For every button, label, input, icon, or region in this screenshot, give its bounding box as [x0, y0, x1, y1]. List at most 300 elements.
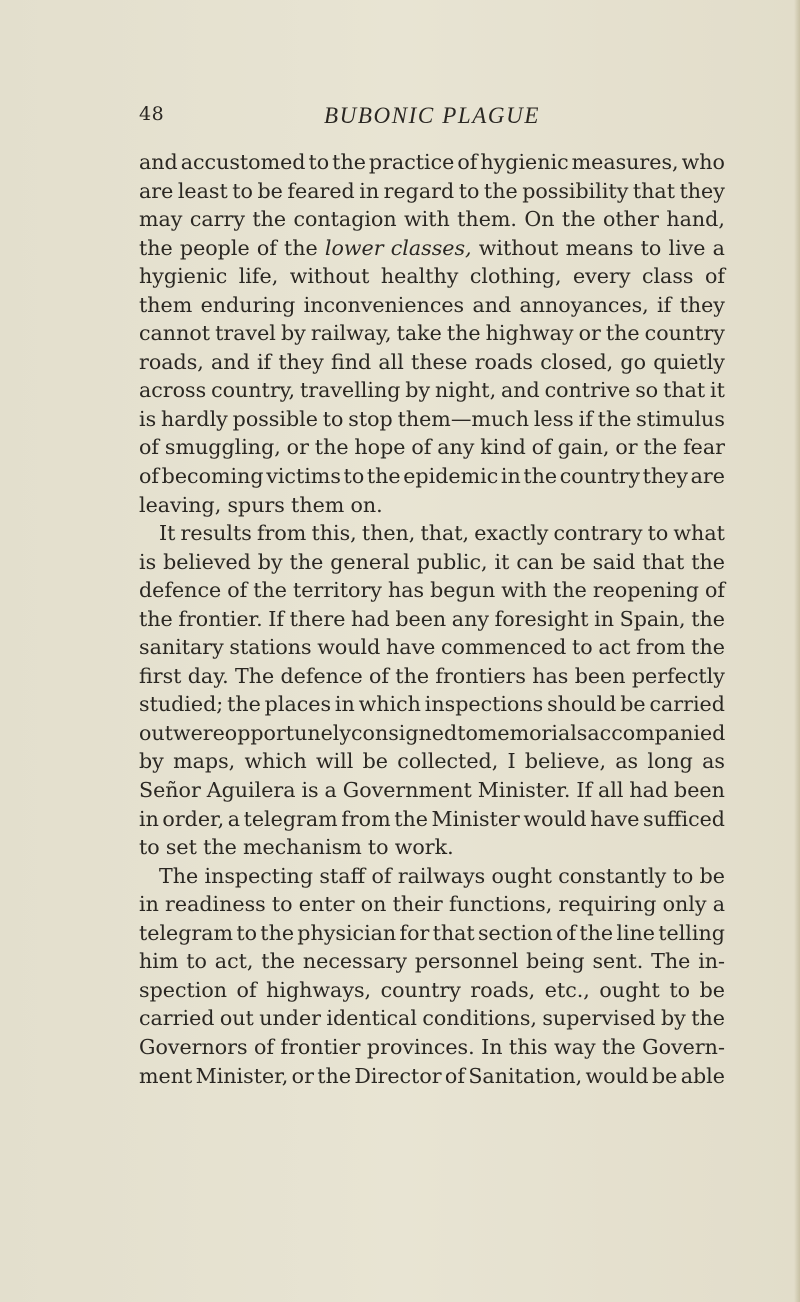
word: Señor [139, 778, 201, 803]
word: sufficed [643, 806, 725, 831]
word: is [301, 778, 319, 803]
word: carried [649, 692, 725, 717]
word: had [351, 606, 390, 631]
word: is [139, 406, 157, 431]
word: these [411, 349, 468, 374]
word: should [547, 692, 617, 717]
word: who [681, 150, 725, 174]
word: if [657, 292, 672, 317]
text-line [139, 462, 725, 491]
word: enduring [200, 292, 296, 317]
word: them [139, 292, 193, 317]
word: to [647, 521, 669, 546]
word: to [367, 835, 389, 860]
word: has [387, 578, 425, 603]
word: to [343, 464, 365, 489]
word: has [532, 663, 569, 688]
word: country, [211, 378, 296, 403]
word: functions, [448, 892, 553, 917]
text-line [139, 291, 725, 320]
word: possible [232, 406, 318, 431]
word: highways, [266, 977, 372, 1002]
word: roads [474, 349, 533, 374]
word: be [699, 977, 725, 1002]
word: with [501, 578, 548, 603]
word: their [392, 892, 443, 917]
word: becoming [161, 464, 264, 489]
word: to [271, 892, 293, 917]
word: accustomed [180, 150, 306, 174]
word: country [644, 321, 725, 346]
word: that [663, 378, 706, 403]
word: lower [324, 235, 384, 260]
word: Minister [431, 806, 520, 831]
word: The [234, 663, 275, 688]
word: places [264, 692, 332, 717]
word: or [615, 435, 638, 460]
word: measures, [571, 150, 679, 174]
text-line [139, 605, 725, 634]
word: been [395, 606, 447, 631]
word: foresight [494, 606, 589, 631]
word: day. [187, 663, 229, 688]
word: across [139, 378, 207, 403]
word: any [451, 606, 489, 631]
word: frontiers [435, 663, 526, 688]
word: a [324, 778, 337, 803]
word: possibility [522, 178, 629, 203]
word: highway [485, 321, 574, 346]
word: in [359, 178, 380, 203]
word: act, [214, 949, 254, 974]
word: what [673, 521, 725, 546]
text-line [139, 747, 725, 776]
word: order, [162, 806, 225, 831]
word: Sanitation, [468, 1063, 583, 1088]
word: from [256, 521, 307, 546]
word: on. [350, 492, 383, 517]
word: contagion [293, 207, 397, 232]
word: If [576, 778, 593, 803]
word: telling [658, 920, 725, 945]
word: would [317, 635, 381, 660]
word: without [289, 264, 370, 289]
word: regard [383, 178, 455, 203]
word: the [253, 578, 287, 603]
word: of [368, 663, 389, 688]
word: ment [139, 1063, 193, 1088]
word: that [642, 549, 685, 574]
word: be [651, 1063, 678, 1088]
text-line [139, 833, 725, 862]
word: find [330, 349, 372, 374]
word: to [672, 863, 694, 888]
word: kind [480, 435, 526, 460]
word: sent. [592, 949, 644, 974]
word: or [286, 435, 309, 460]
word: the [366, 464, 401, 489]
word: in- [698, 949, 725, 974]
running-title: BUBONIC PLAGUE [324, 103, 540, 128]
word: studied; [139, 692, 224, 717]
word: have [590, 806, 640, 831]
page-header [139, 101, 725, 135]
word: to [640, 235, 662, 260]
word: clothing, [469, 264, 562, 289]
word: in [594, 606, 614, 631]
word: the [284, 235, 318, 260]
word: by [405, 378, 431, 403]
word: of [371, 863, 392, 888]
word: that [432, 920, 475, 945]
word: healthy [380, 264, 459, 289]
word: night, [435, 378, 497, 403]
word: had [629, 778, 669, 803]
word: to [457, 720, 478, 745]
word: victims [266, 464, 341, 489]
page-edge-shadow [794, 0, 800, 1302]
word: stimulus [636, 406, 725, 431]
word: public, [416, 549, 488, 574]
text-line [139, 690, 725, 719]
word: the [602, 1034, 636, 1059]
word: classes, [390, 235, 472, 260]
word: constantly [558, 863, 667, 888]
text-line [139, 262, 725, 291]
word: and [501, 378, 540, 403]
word: telegram [243, 806, 338, 831]
word: Director [354, 1063, 442, 1088]
word: the [691, 606, 725, 631]
word: this, [311, 521, 357, 546]
word: inspecting [204, 863, 314, 888]
word: on [360, 892, 387, 917]
text-line [139, 719, 725, 748]
word: as [702, 749, 725, 774]
word: in [334, 692, 355, 717]
word: there [289, 606, 346, 631]
word: fear [683, 435, 725, 460]
word: other [602, 207, 659, 232]
word: work. [394, 835, 454, 860]
word: to [572, 635, 593, 660]
text-line [139, 976, 725, 1005]
word: are [690, 464, 725, 489]
word: the [139, 235, 173, 260]
word: the [483, 178, 518, 203]
word: they [679, 292, 725, 317]
word: any [437, 435, 475, 460]
word: defence [139, 578, 222, 603]
word: will [315, 749, 354, 774]
word: the [691, 549, 725, 574]
word: a [712, 235, 725, 260]
text-line [139, 205, 725, 234]
word: said [592, 549, 636, 574]
word: necessary [302, 949, 407, 974]
word: to [308, 150, 330, 174]
word: hope [354, 435, 406, 460]
word: class [641, 264, 694, 289]
word: the [314, 435, 349, 460]
word: it [710, 378, 725, 403]
word: the [252, 207, 287, 232]
word: this [508, 1034, 548, 1059]
word: The [159, 863, 199, 888]
word: they [679, 178, 725, 203]
text-line [139, 662, 725, 691]
word: the [395, 663, 430, 688]
word: railways [397, 863, 486, 888]
word: the [597, 406, 632, 431]
word: hygienic [480, 150, 569, 174]
word: from [341, 806, 391, 831]
word: by [139, 749, 164, 774]
text-line [139, 576, 725, 605]
word: gain, [557, 435, 610, 460]
word: In [481, 1034, 503, 1059]
text-line [139, 548, 725, 577]
word: to [669, 977, 691, 1002]
word: of [254, 1034, 275, 1059]
word: cannot [139, 321, 211, 346]
word: epidemic [403, 464, 499, 489]
word: of [531, 435, 552, 460]
word: the [643, 435, 678, 460]
word: spection [139, 977, 227, 1002]
word: the [561, 207, 596, 232]
word: of [457, 150, 478, 174]
word: believe, [524, 749, 607, 774]
text-line [139, 519, 725, 548]
word: carried [139, 1006, 215, 1031]
word: accompanied [587, 720, 726, 745]
word: if [256, 349, 272, 374]
word: the [605, 321, 640, 346]
word: closed, [540, 349, 614, 374]
word: people [179, 235, 250, 260]
word: leaving, [139, 492, 222, 517]
word: in [139, 806, 159, 831]
word: take [396, 321, 442, 346]
word: they [642, 464, 688, 489]
word: staff [319, 863, 366, 888]
word: of [236, 977, 257, 1002]
word: commenced [441, 635, 567, 660]
word: the [227, 692, 261, 717]
word: begun [430, 578, 496, 603]
word: feared [287, 178, 355, 203]
word: the [579, 920, 614, 945]
body-text [139, 148, 725, 1090]
word: be [362, 749, 388, 774]
word: be [257, 178, 283, 203]
word: been [674, 778, 725, 803]
word: being [526, 949, 585, 974]
word: long [647, 749, 693, 774]
word: way [554, 1034, 596, 1059]
word: the [446, 321, 481, 346]
word: to [322, 406, 344, 431]
word: annoyances, [519, 292, 649, 317]
word: travel [215, 321, 276, 346]
word: were [172, 720, 225, 745]
word: a [712, 892, 725, 917]
word: to [236, 920, 258, 945]
text-line [139, 433, 725, 462]
text-line [139, 319, 725, 348]
word: personnel [414, 949, 519, 974]
word: only [662, 892, 707, 917]
word: be [699, 863, 725, 888]
word: and [472, 292, 512, 317]
word: them—much [397, 406, 529, 431]
word: in [139, 892, 159, 917]
word: all [598, 778, 624, 803]
word: that [632, 178, 675, 203]
text-line [139, 376, 725, 405]
word: Minister. [477, 778, 571, 803]
word: is [139, 549, 157, 574]
word: that, [420, 521, 470, 546]
word: Aguilera [206, 778, 296, 803]
word: country [380, 977, 461, 1002]
word: results [180, 521, 252, 546]
word: enter [298, 892, 355, 917]
word: smuggling, [164, 435, 281, 460]
word: supervised [542, 1006, 656, 1031]
word: able [680, 1063, 725, 1088]
word: perfectly [631, 663, 725, 688]
word: which [358, 692, 421, 717]
word: been [574, 663, 626, 688]
word: the [289, 549, 324, 574]
word: for [399, 920, 430, 945]
word: stations [229, 635, 312, 660]
word: by [280, 321, 306, 346]
word: the [553, 578, 587, 603]
word: by [257, 549, 283, 574]
word: roads, [470, 977, 536, 1002]
word: collected, [397, 749, 499, 774]
word: roads, [139, 349, 204, 374]
text-line [139, 862, 725, 891]
word: defence [280, 663, 363, 688]
word: or [291, 1063, 314, 1088]
word: all [378, 349, 404, 374]
word: inconveniences [303, 292, 465, 317]
word: hand, [666, 207, 725, 232]
word: would [523, 806, 587, 831]
text-line [139, 1033, 725, 1062]
word: set [165, 835, 197, 860]
word: which [244, 749, 307, 774]
word: a [227, 806, 241, 831]
text-line [139, 1062, 725, 1091]
word: the [691, 635, 725, 660]
word: memorials [477, 720, 588, 745]
word: physician [297, 920, 397, 945]
text-line [139, 890, 725, 919]
text-line [139, 405, 725, 434]
word: of [704, 578, 725, 603]
word: of [704, 264, 725, 289]
word: have [385, 635, 436, 660]
word: requiring [558, 892, 657, 917]
word: they [278, 349, 324, 374]
word: inspections [424, 692, 544, 717]
word: If [268, 606, 285, 631]
word: believed [163, 549, 251, 574]
word: least [177, 178, 228, 203]
word: of [411, 435, 432, 460]
word: to [139, 835, 160, 860]
word: railway, [310, 321, 392, 346]
word: The [651, 949, 691, 974]
word: travelling [299, 378, 401, 403]
text-line [139, 919, 725, 948]
word: frontier [280, 1034, 361, 1059]
word: Govern- [642, 1034, 725, 1059]
word: the [203, 835, 237, 860]
word: I [507, 749, 516, 774]
word: readiness [165, 892, 266, 917]
word: it [494, 549, 510, 574]
word: frontier. [178, 606, 263, 631]
word: to [186, 949, 207, 974]
word: identical [326, 1006, 417, 1031]
word: spurs [227, 492, 285, 517]
word: live [668, 235, 706, 260]
text-line [139, 947, 725, 976]
word: be [560, 549, 586, 574]
word: of [444, 1063, 465, 1088]
word: go [620, 349, 646, 374]
word: general [330, 549, 410, 574]
text-line [139, 148, 725, 177]
word: may [139, 207, 183, 232]
word: so [635, 378, 659, 403]
word: the [332, 150, 366, 174]
text-line [139, 633, 725, 662]
word: if [578, 406, 593, 431]
word: them [291, 492, 345, 517]
word: out [139, 720, 173, 745]
word: of [256, 235, 277, 260]
word: territory [293, 578, 382, 603]
word: life, [238, 264, 279, 289]
word: etc., [544, 977, 590, 1002]
word: Spain, [619, 606, 686, 631]
word: of [139, 464, 160, 489]
word: mechanism [242, 835, 362, 860]
word: out [219, 1006, 254, 1031]
word: by [661, 1006, 686, 1031]
word: him [139, 949, 179, 974]
word: then, [361, 521, 416, 546]
word: Governors [139, 1034, 248, 1059]
word: as [615, 749, 639, 774]
word: of [227, 578, 248, 603]
word: from [636, 635, 686, 660]
word: the [394, 806, 428, 831]
word: the [260, 920, 295, 945]
word: in [500, 464, 521, 489]
word: the [691, 1006, 725, 1031]
word: ought [491, 863, 552, 888]
word: of [139, 435, 160, 460]
word: telegram [139, 920, 234, 945]
